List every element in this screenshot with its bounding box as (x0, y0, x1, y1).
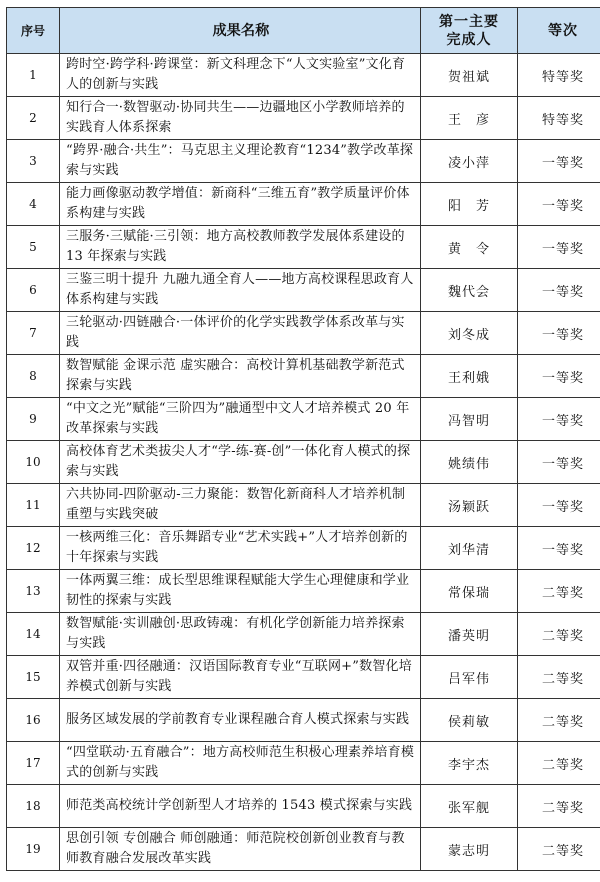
header-person-line2: 完成人 (446, 31, 492, 48)
row-title: 服务区域发展的学前教育专业课程融合育人模式探索与实践 (60, 699, 421, 742)
table-row (7, 97, 600, 140)
header-no: 序号 (7, 8, 60, 54)
table-body (7, 54, 600, 871)
row-no: 6 (7, 269, 60, 312)
row-person: 吕军伟 (421, 656, 518, 699)
row-title: 双管并重·四径融通：汉语国际教育专业“互联网+”数智化培养模式创新与实践 (60, 656, 421, 699)
table-row (7, 484, 600, 527)
row-level: 一等奖 (518, 140, 600, 183)
row-level: 二等奖 (518, 656, 600, 699)
row-level: 一等奖 (518, 269, 600, 312)
row-title: 三服务·三赋能·三引领：地方高校教师教学发展体系建设的 13 年探索与实践 (60, 226, 421, 269)
row-no: 18 (7, 785, 60, 828)
row-level: 一等奖 (518, 183, 600, 226)
row-no: 1 (7, 54, 60, 97)
header-row (7, 8, 600, 54)
header-person-line1: 第一主要 (439, 13, 499, 30)
row-person: 王利娥 (421, 355, 518, 398)
table-header (7, 8, 600, 54)
row-title: 知行合一·数智驱动·协同共生——边疆地区小学教师培养的实践育人体系探索 (60, 97, 421, 140)
table-row (7, 656, 600, 699)
row-level: 特等奖 (518, 97, 600, 140)
row-person: 侯莉敏 (421, 699, 518, 742)
row-level: 二等奖 (518, 699, 600, 742)
row-person: 蒙志明 (421, 828, 518, 871)
row-level: 二等奖 (518, 613, 600, 656)
row-no: 7 (7, 312, 60, 355)
table-row (7, 570, 600, 613)
table-row (7, 355, 600, 398)
table-row (7, 441, 600, 484)
table-row (7, 140, 600, 183)
row-person: 常保瑞 (421, 570, 518, 613)
row-person: 姚绩伟 (421, 441, 518, 484)
row-title: 一体两翼三维：成长型思维课程赋能大学生心理健康和学业韧性的探索与实践 (60, 570, 421, 613)
row-person: 潘英明 (421, 613, 518, 656)
row-level: 一等奖 (518, 527, 600, 570)
header-title: 成果名称 (60, 8, 421, 54)
row-title: 师范类高校统计学创新型人才培养的 1543 模式探索与实践 (60, 785, 421, 828)
row-no: 4 (7, 183, 60, 226)
table-row (7, 226, 600, 269)
row-title: 跨时空·跨学科·跨课堂：新文科理念下“人文实验室”文化育人的创新与实践 (60, 54, 421, 97)
table-row (7, 742, 600, 785)
row-person: 张军舰 (421, 785, 518, 828)
row-no: 11 (7, 484, 60, 527)
row-person: 刘华清 (421, 527, 518, 570)
row-person: 李宇杰 (421, 742, 518, 785)
table-row (7, 613, 600, 656)
row-person: 魏代会 (421, 269, 518, 312)
row-person: 凌小萍 (421, 140, 518, 183)
award-table (6, 7, 600, 871)
row-level: 二等奖 (518, 828, 600, 871)
row-no: 19 (7, 828, 60, 871)
table-row (7, 828, 600, 871)
row-level: 一等奖 (518, 484, 600, 527)
row-title: 六共协同-四阶驱动-三力聚能：数智化新商科人才培养机制重塑与实践突破 (60, 484, 421, 527)
row-no: 14 (7, 613, 60, 656)
table-row (7, 183, 600, 226)
row-person: 刘冬成 (421, 312, 518, 355)
row-person: 黄 令 (421, 226, 518, 269)
row-no: 13 (7, 570, 60, 613)
table-row (7, 269, 600, 312)
row-title: “四堂联动·五育融合”：地方高校师范生积极心理素养培育模式的创新与实践 (60, 742, 421, 785)
row-title: 数智赋能·实训融创·思政铸魂：有机化学创新能力培养探索与实践 (60, 613, 421, 656)
row-level: 二等奖 (518, 785, 600, 828)
row-title: 数智赋能 金课示范 虚实融合：高校计算机基础教学新范式探索与实践 (60, 355, 421, 398)
row-no: 16 (7, 699, 60, 742)
row-level: 一等奖 (518, 226, 600, 269)
row-no: 2 (7, 97, 60, 140)
row-level: 二等奖 (518, 742, 600, 785)
row-person: 王 彦 (421, 97, 518, 140)
row-level: 一等奖 (518, 398, 600, 441)
header-person (421, 8, 518, 54)
row-person: 汤颖跃 (421, 484, 518, 527)
row-no: 17 (7, 742, 60, 785)
row-no: 12 (7, 527, 60, 570)
table-row (7, 312, 600, 355)
table-row (7, 527, 600, 570)
table-row (7, 398, 600, 441)
row-level: 一等奖 (518, 312, 600, 355)
row-level: 一等奖 (518, 355, 600, 398)
row-no: 8 (7, 355, 60, 398)
row-title: 一核两维三化：音乐舞蹈专业“艺术实践+”人才培养创新的十年探索与实践 (60, 527, 421, 570)
row-no: 15 (7, 656, 60, 699)
row-level: 一等奖 (518, 441, 600, 484)
row-title: 高校体育艺术类拔尖人才“学-练-赛-创”一体化育人模式的探索与实践 (60, 441, 421, 484)
row-no: 9 (7, 398, 60, 441)
row-title: 能力画像驱动教学增值：新商科“三维五育”教学质量评价体系构建与实践 (60, 183, 421, 226)
row-title: “中文之光”赋能“三阶四为”融通型中文人才培养模式 20 年改革探索与实践 (60, 398, 421, 441)
table-row (7, 785, 600, 828)
header-level: 等次 (518, 8, 600, 54)
row-title: “跨界·融合·共生”：马克思主义理论教育“1234”教学改革探索与实践 (60, 140, 421, 183)
row-level: 二等奖 (518, 570, 600, 613)
row-person: 阳 芳 (421, 183, 518, 226)
table-row (7, 54, 600, 97)
row-no: 5 (7, 226, 60, 269)
row-person: 贺祖斌 (421, 54, 518, 97)
row-title: 思创引领 专创融合 师创融通：师范院校创新创业教育与教师教育融合发展改革实践 (60, 828, 421, 871)
row-person: 冯智明 (421, 398, 518, 441)
row-no: 3 (7, 140, 60, 183)
row-no: 10 (7, 441, 60, 484)
row-level: 特等奖 (518, 54, 600, 97)
table-row (7, 699, 600, 742)
row-title: 三鉴三明十提升 九融九通全育人——地方高校课程思政育人体系构建与实践 (60, 269, 421, 312)
row-title: 三轮驱动·四链融合·一体评价的化学实践教学体系改革与实践 (60, 312, 421, 355)
